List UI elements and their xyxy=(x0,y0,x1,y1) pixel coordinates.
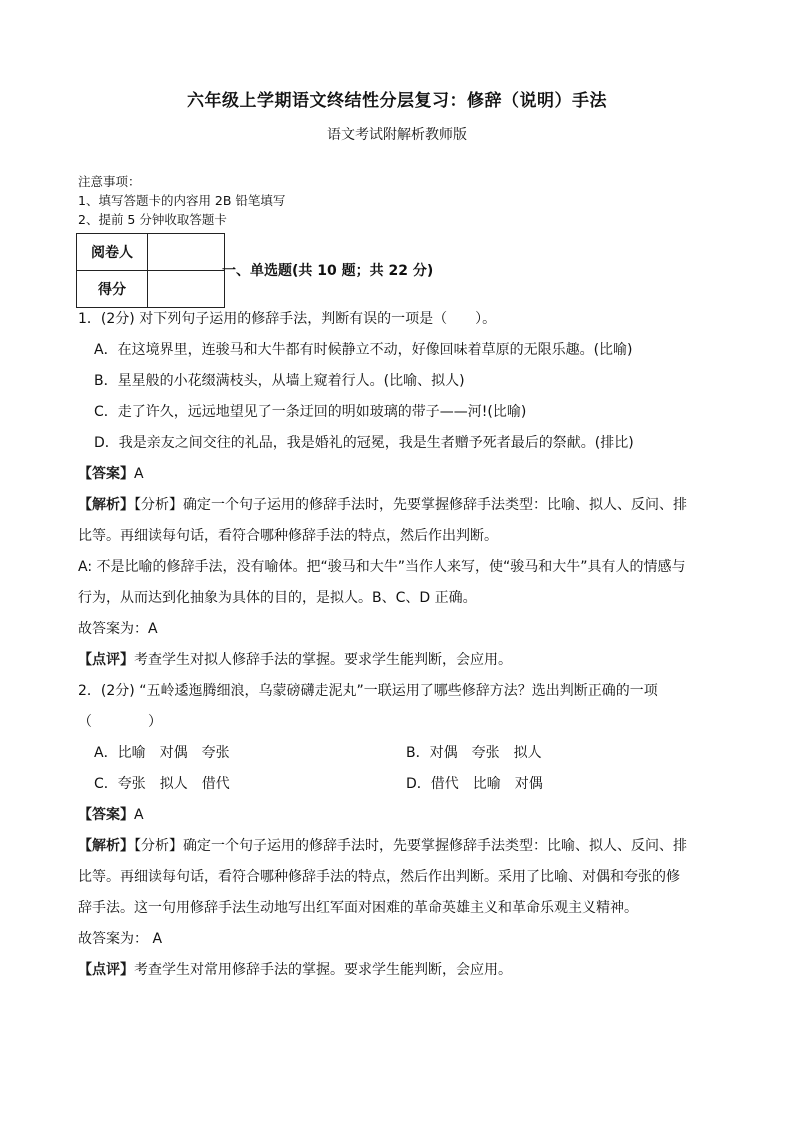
question-stem: 2．(2分) “五岭逶迤腾细浪，乌蒙磅礴走泥丸”一联运用了哪些修辞方法？选出判断正确的一项 xyxy=(78,683,658,699)
answer-tag: 【答案】 xyxy=(78,807,134,823)
comment-line xyxy=(78,645,718,676)
option-c: C．夸张 拟人 借代 xyxy=(94,776,230,792)
option-d: D．我是亲友之间交往的礼品，我是婚礼的冠冕，我是生者赠予死者最后的祭献。(排比) xyxy=(94,435,634,451)
score-table xyxy=(76,233,225,308)
reviewer-cell xyxy=(148,234,225,271)
comment-tag: 【点评】 xyxy=(78,962,134,978)
analysis-line: 辞手法。这一句用修辞手法生动地写出红军面对困难的革命英雄主义和革命乐观主义精神。 xyxy=(78,900,638,916)
analysis-line: A: 不是比喻的修辞手法，没有喻体。把“骏马和大牛”当作人来写，使“骏马和大牛”具有人的情感与 xyxy=(78,559,686,575)
section-heading: 一、单选题(共 10 题；共 22 分) xyxy=(222,263,434,279)
comment-tag: 【点评】 xyxy=(78,652,134,668)
analysis-line xyxy=(78,831,718,862)
page-subtitle: 语文考试附解析教师版 xyxy=(327,127,467,143)
score-cell xyxy=(148,271,225,308)
question-1 xyxy=(78,304,718,676)
analysis-line: 行为，从而达到化抽象为具体的目的，是拟人。B、C、D 正确。 xyxy=(78,590,477,606)
question-2 xyxy=(78,676,718,986)
analysis-line xyxy=(78,490,718,521)
option-b: B．对偶 夸张 拟人 xyxy=(406,745,542,761)
option-row xyxy=(78,738,718,769)
question-stem: 1．(2分) 对下列句子运用的修辞手法，判断有误的一项是（ ）。 xyxy=(78,311,497,327)
final-answer-line: 故答案为：A xyxy=(78,621,158,637)
notice-block xyxy=(78,172,285,229)
comment-line xyxy=(78,955,718,986)
analysis-tag: 【解析】 xyxy=(78,497,134,513)
answer-line xyxy=(78,459,718,490)
answer-tag: 【答案】 xyxy=(78,466,134,482)
notice-item: 1、填写答题卡的内容用 2B 铅笔填写 xyxy=(78,193,286,208)
question-stem-blank: （ ） xyxy=(78,714,162,730)
option-row xyxy=(78,769,718,800)
final-answer-line: 故答案为： A xyxy=(78,931,163,947)
reviewer-label: 阅卷人 xyxy=(77,234,148,271)
analysis-line: 比等。再细读每句话，看符合哪种修辞手法的特点，然后作出判断。采用了比喻、对偶和夸张的修 xyxy=(78,869,680,885)
option-b: B．星星般的小花缀满枝头，从墙上窥着行人。(比喻、拟人) xyxy=(94,373,465,389)
answer-value: A xyxy=(134,807,144,823)
notice-heading: 注意事项： xyxy=(78,174,141,189)
option-d: D．借代 比喻 对偶 xyxy=(406,776,543,792)
analysis-tag: 【解析】 xyxy=(78,838,134,854)
analysis-text: 【分析】确定一个句子运用的修辞手法时，先要掌握修辞手法类型：比喻、拟人、反问、排 xyxy=(134,497,687,513)
analysis-text: 【分析】确定一个句子运用的修辞手法时，先要掌握修辞手法类型：比喻、拟人、反问、排 xyxy=(134,838,687,854)
analysis-line: 比等。再细读每句话，看符合哪种修辞手法的特点，然后作出判断。 xyxy=(78,528,498,544)
answer-line xyxy=(78,800,718,831)
comment-text: 考查学生对常用修辞手法的掌握。要求学生能判断，会应用。 xyxy=(134,962,512,978)
page-title: 六年级上学期语文终结性分层复习：修辞（说明）手法 xyxy=(187,91,607,111)
comment-text: 考查学生对拟人修辞手法的掌握。要求学生能判断，会应用。 xyxy=(134,652,512,668)
option-a: A．在这境界里，连骏马和大牛都有时候静立不动，好像回味着草原的无限乐趣。(比喻) xyxy=(94,342,633,358)
option-c: C．走了许久，远远地望见了一条迂回的明如玻璃的带子——河!(比喻) xyxy=(94,404,527,420)
option-a: A．比喻 对偶 夸张 xyxy=(94,745,230,761)
answer-value: A xyxy=(134,466,144,482)
notice-item: 2、提前 5 分钟收取答题卡 xyxy=(78,212,227,227)
score-label: 得分 xyxy=(77,271,148,308)
